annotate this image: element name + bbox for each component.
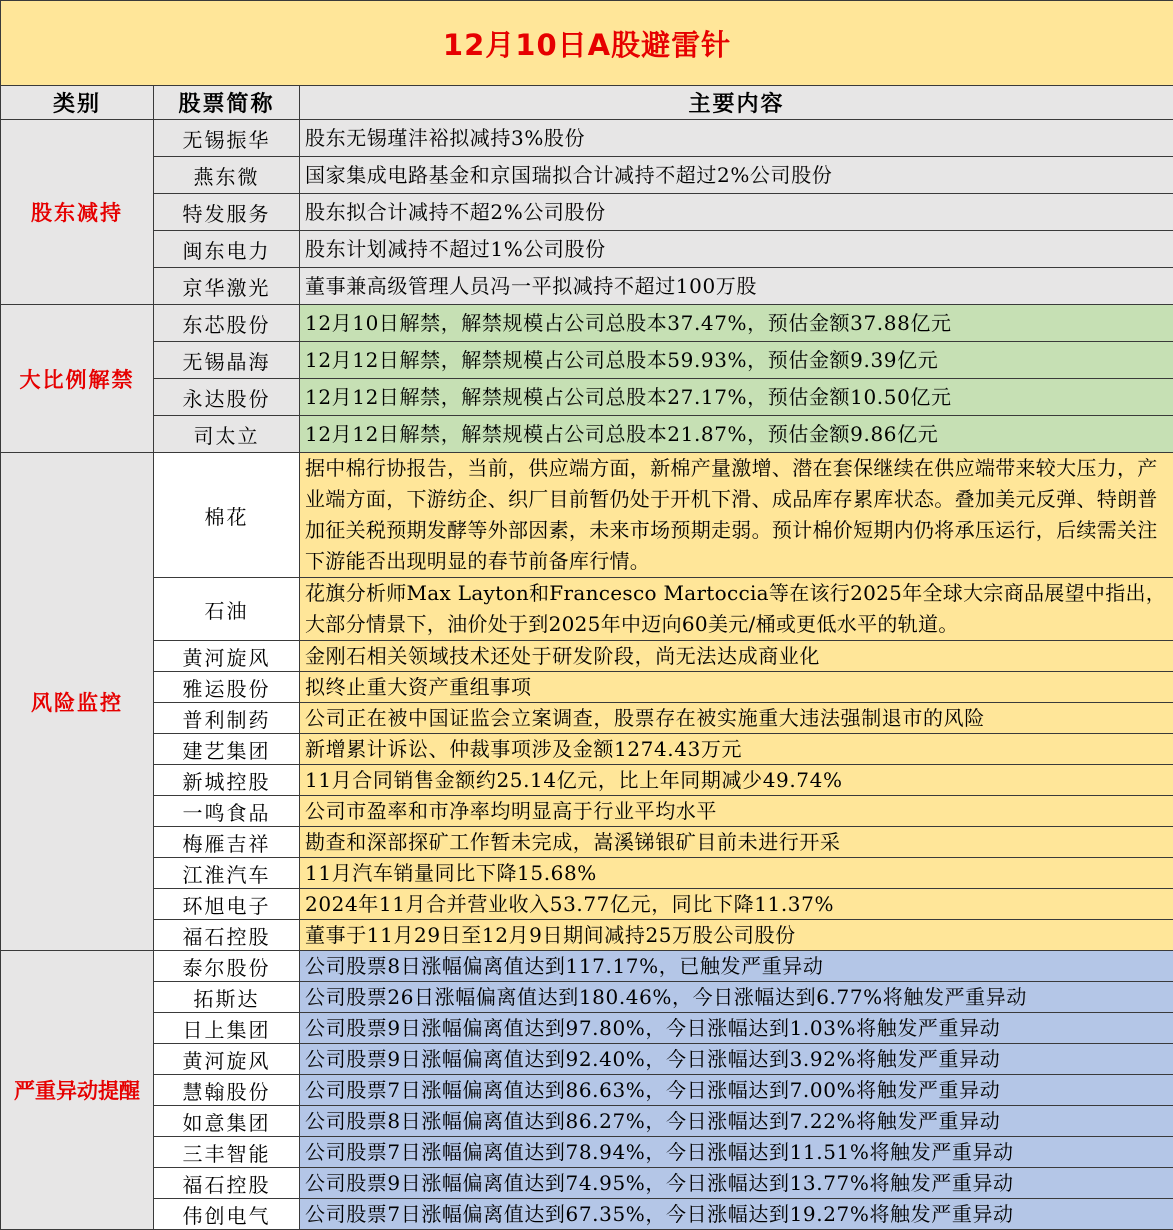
stock-content: 公司市盈率和市净率均明显高于行业平均水平: [300, 796, 1173, 827]
table-row: [1, 920, 1173, 951]
page-title: 12月10日A股避雷针: [1, 1, 1173, 86]
table-row: [1, 951, 1173, 982]
stock-name: 司太立: [154, 416, 300, 453]
table-row: [1, 982, 1173, 1013]
stock-name: 无锡晶海: [154, 342, 300, 379]
table-row: [1, 268, 1173, 305]
stock-name: 京华激光: [154, 268, 300, 305]
stock-content: 公司股票9日涨幅偏离值达到92.40%，今日涨幅达到3.92%将触发严重异动: [300, 1044, 1173, 1075]
stock-content: 12月12日解禁，解禁规模占公司总股本27.17%，预估金额10.50亿元: [300, 379, 1173, 416]
table-row: [1, 1013, 1173, 1044]
stock-content: 花旗分析师Max Layton和Francesco Martoccia等在该行2025年全球大宗商品展望中指出，大部分情景下，油价处于到2025年中迈向60美元/桶或更低水平的轨道。: [300, 578, 1173, 641]
table-row: [1, 641, 1173, 672]
table-row: [1, 194, 1173, 231]
stock-content: 11月合同销售金额约25.14亿元，比上年同期减少49.74%: [300, 765, 1173, 796]
table-row: [1, 157, 1173, 194]
stock-content: 拟终止重大资产重组事项: [300, 672, 1173, 703]
category-abnormal-alert: 严重异动提醒: [1, 951, 154, 1230]
table-row: [1, 796, 1173, 827]
stock-content: 公司股票26日涨幅偏离值达到180.46%，今日涨幅达到6.77%将触发严重异动: [300, 982, 1173, 1013]
header-category: 类别: [1, 86, 154, 120]
stock-content: 公司股票7日涨幅偏离值达到67.35%，今日涨幅达到19.27%将触发严重异动: [300, 1199, 1173, 1230]
table-row: [1, 1044, 1173, 1075]
table-row: [1, 1137, 1173, 1168]
table-row: [1, 703, 1173, 734]
stock-name: 特发服务: [154, 194, 300, 231]
stock-name: 雅运股份: [154, 672, 300, 703]
stock-content: 勘查和深部探矿工作暂未完成，嵩溪锑银矿目前未进行开采: [300, 827, 1173, 858]
stock-content: 公司股票9日涨幅偏离值达到74.95%，今日涨幅达到13.77%将触发严重异动: [300, 1168, 1173, 1199]
table-row: [1, 765, 1173, 796]
stock-name: 建艺集团: [154, 734, 300, 765]
table-row: [1, 120, 1173, 157]
stock-content: 公司股票8日涨幅偏离值达到86.27%，今日涨幅达到7.22%将触发严重异动: [300, 1106, 1173, 1137]
category-risk-monitor: 风险监控: [1, 453, 154, 951]
stock-name: 燕东微: [154, 157, 300, 194]
stock-content: 股东计划减持不超过1%公司股份: [300, 231, 1173, 268]
stock-name: 无锡振华: [154, 120, 300, 157]
stock-name: 新城控股: [154, 765, 300, 796]
stock-name: 普利制药: [154, 703, 300, 734]
stock-name: 慧翰股份: [154, 1075, 300, 1106]
table-row: [1, 578, 1173, 641]
table-row: [1, 1168, 1173, 1199]
table-row: [1, 1199, 1173, 1230]
stock-name: 棉花: [154, 453, 300, 578]
stock-name: 福石控股: [154, 1168, 300, 1199]
stock-name: 泰尔股份: [154, 951, 300, 982]
stock-content: 股东拟合计减持不超2%公司股份: [300, 194, 1173, 231]
stock-content: 公司正在被中国证监会立案调查，股票存在被实施重大违法强制退市的风险: [300, 703, 1173, 734]
stock-content: 公司股票7日涨幅偏离值达到78.94%，今日涨幅达到11.51%将触发严重异动: [300, 1137, 1173, 1168]
category-shareholder-reduction: 股东减持: [1, 120, 154, 305]
stock-content: 国家集成电路基金和京国瑞拟合计减持不超过2%公司股份: [300, 157, 1173, 194]
stock-content: 董事兼高级管理人员冯一平拟减持不超过100万股: [300, 268, 1173, 305]
stock-name: 东芯股份: [154, 305, 300, 342]
stock-content: 12月12日解禁，解禁规模占公司总股本59.93%，预估金额9.39亿元: [300, 342, 1173, 379]
table-row: [1, 305, 1173, 342]
stock-content: 公司股票7日涨幅偏离值达到86.63%，今日涨幅达到7.00%将触发严重异动: [300, 1075, 1173, 1106]
stock-content: 股东无锡瑾沣裕拟减持3%股份: [300, 120, 1173, 157]
stock-name: 福石控股: [154, 920, 300, 951]
table-row: [1, 379, 1173, 416]
stock-content: 11月汽车销量同比下降15.68%: [300, 858, 1173, 889]
stock-content: 据中棉行协报告，当前，供应端方面，新棉产量激增、潜在套保继续在供应端带来较大压力，产业端方面，下游纺企、织厂目前暂仍处于开机下滑、成品库存累库状态。叠加美元反弹、特朗普加征关税预期发酵等外部因素，未来市场预期走弱。预计棉价短期内仍将承压运行，后续需关注下游能否出现明显的春节前备库行情。: [300, 453, 1173, 578]
stock-name: 伟创电气: [154, 1199, 300, 1230]
table-row: [1, 1106, 1173, 1137]
stock-name: 江淮汽车: [154, 858, 300, 889]
table-row: [1, 672, 1173, 703]
stock-content: 2024年11月合并营业收入53.77亿元，同比下降11.37%: [300, 889, 1173, 920]
table-row: [1, 231, 1173, 268]
stock-content: 金刚石相关领域技术还处于研发阶段，尚无法达成商业化: [300, 641, 1173, 672]
header-stock: 股票简称: [154, 86, 300, 120]
stock-content: 公司股票9日涨幅偏离值达到97.80%，今日涨幅达到1.03%将触发严重异动: [300, 1013, 1173, 1044]
header-row: [1, 86, 1173, 120]
stock-name: 三丰智能: [154, 1137, 300, 1168]
table-row: [1, 827, 1173, 858]
stock-content: 公司股票8日涨幅偏离值达到117.17%，已触发严重异动: [300, 951, 1173, 982]
stock-name: 黄河旋风: [154, 1044, 300, 1075]
stock-name: 日上集团: [154, 1013, 300, 1044]
stock-name: 环旭电子: [154, 889, 300, 920]
stock-content: 新增累计诉讼、仲裁事项涉及金额1274.43万元: [300, 734, 1173, 765]
header-content: 主要内容: [300, 86, 1173, 120]
stock-name: 闽东电力: [154, 231, 300, 268]
table-row: [1, 416, 1173, 453]
stock-name: 梅雁吉祥: [154, 827, 300, 858]
stock-name: 黄河旋风: [154, 641, 300, 672]
stock-content: 12月10日解禁，解禁规模占公司总股本37.47%，预估金额37.88亿元: [300, 305, 1173, 342]
stock-content: 董事于11月29日至12月9日期间减持25万股公司股份: [300, 920, 1173, 951]
table-row: [1, 734, 1173, 765]
stock-name: 石油: [154, 578, 300, 641]
stock-name: 永达股份: [154, 379, 300, 416]
table-row: [1, 858, 1173, 889]
stock-name: 拓斯达: [154, 982, 300, 1013]
stock-name: 一鸣食品: [154, 796, 300, 827]
table-row: [1, 889, 1173, 920]
stock-name: 如意集团: [154, 1106, 300, 1137]
table-row: [1, 342, 1173, 379]
table-row: [1, 453, 1173, 578]
category-large-unlock: 大比例解禁: [1, 305, 154, 453]
stock-content: 12月12日解禁，解禁规模占公司总股本21.87%，预估金额9.86亿元: [300, 416, 1173, 453]
table-row: [1, 1075, 1173, 1106]
title-row: [1, 1, 1173, 86]
